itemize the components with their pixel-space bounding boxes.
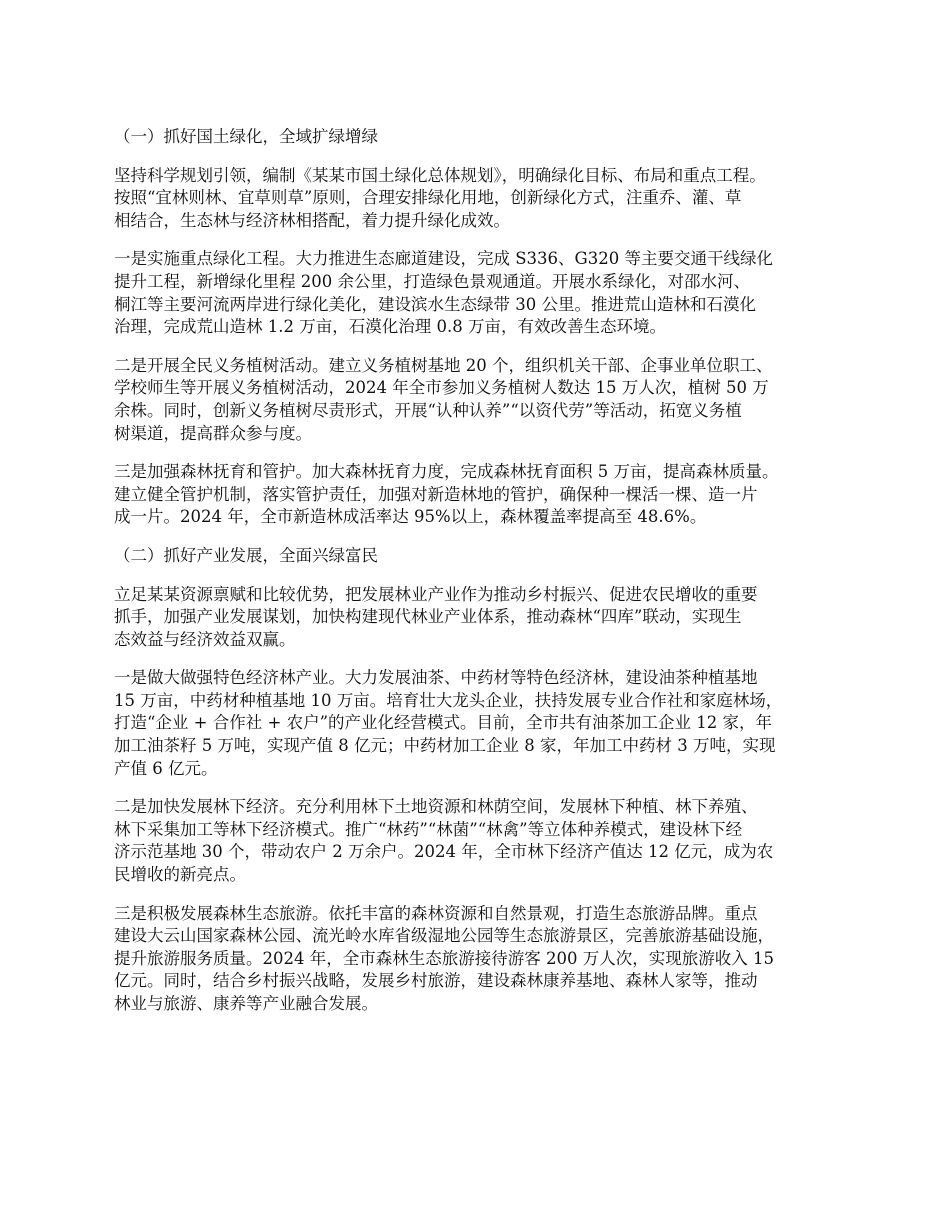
paragraph — [114, 165, 859, 233]
text-line: 二是加快发展林下经济。充分利用林下土地资源和林荫空间，发展林下种植、林下养殖、 — [114, 797, 758, 817]
text-line: 一是实施重点绿化工程。大力推进生态廊道建设，完成 S336、G320 等主要交通干线绿化 — [114, 249, 773, 269]
text-line: 学校师生等开展义务植树活动，2024 年全市参加义务植树人数达 15 万人次，植树 50 万 — [114, 378, 769, 398]
paragraph — [114, 584, 859, 652]
text-line: 建设大云山国家森林公园、流光岭水库省级湿地公园等生态旅游景区，完善旅游基础设施， — [114, 926, 774, 946]
text-line: 治理，完成荒山造林 1.2 万亩，石漠化治理 0.8 万亩，有效改善生态环境。 — [114, 317, 666, 337]
text-line: 提升工程，新增绿化里程 200 余公里，打造绿色景观通道。开展水系绿化，对邵水河、 — [114, 271, 750, 291]
text-line: 15 万亩，中药材种植基地 10 万亩。培育壮大龙头企业，扶持发展专业合作社和家庭林场， — [114, 690, 783, 710]
text-line: 林业与旅游、康养等产业融合发展。 — [114, 994, 378, 1013]
text-line: 抓手，加强产业发展谋划，加快构建现代林业产业体系，推动森林“四库”联动，实现生 — [114, 607, 742, 627]
section-heading-industry: （二）抓好产业发展，全面兴绿富民 — [114, 545, 378, 565]
text-line: 余株。同时，创新义务植树尽责形式，开展“认种认养”“以资代劳”等活动，拓宽义务植 — [114, 400, 742, 420]
text-line: 产值 6 亿元。 — [114, 758, 218, 778]
text-line: 三是加强森林抚育和管护。加大森林抚育力度，完成森林抚育面积 5 万亩，提高森林质量。 — [114, 462, 779, 482]
text-line: 立足某某资源禀赋和比较优势，把发展林业产业作为推动乡村振兴、促进农民增收的重要 — [114, 584, 758, 604]
text-line: 态效益与经济效益双赢。 — [114, 629, 296, 649]
text-line: 二是开展全民义务植树活动。建立义务植树基地 20 个，组织机关干部、企事业单位职工、 — [114, 355, 773, 375]
text-line: 树渠道，提高群众参与度。 — [114, 423, 312, 443]
text-line: 成一片。2024 年，全市新造林成活率达 95%以上，森林覆盖率提高至 48.6%。 — [114, 507, 707, 527]
paragraph — [114, 796, 859, 886]
paragraph — [114, 355, 859, 445]
text-line: 建立健全管护机制，落实管护责任，加强对新造林地的管护，确保种一棵活一棵、造一片 — [114, 484, 758, 504]
text-line: 坚持科学规划引领，编制《某某市国土绿化总体规划》，明确绿化目标、布局和重点工程。 — [114, 165, 766, 185]
text-line: 打造“企业 + 合作社 + 农户”的产业化经营模式。目前，全市共有油茶加工企业 12 家，年 — [114, 713, 772, 733]
section-heading-greening: （一）抓好国土绿化，全域扩绿增绿 — [114, 127, 378, 146]
text-line: 相结合，生态林与经济林相搭配，着力提升绿化成效。 — [114, 210, 510, 230]
paragraph — [114, 903, 859, 1016]
text-line: 提升旅游服务质量。2024 年，全市森林生态旅游接待游客 200 万人次，实现旅游收入 15 — [114, 948, 774, 968]
text-line: 林下采集加工等林下经济模式。推广“林药”“林菌”“林禽”等立体种养模式，建设林下经 — [114, 819, 743, 839]
paragraph — [114, 667, 859, 780]
text-line: 三是积极发展森林生态旅游。依托丰富的森林资源和自然景观，打造生态旅游品牌。重点 — [114, 903, 758, 923]
text-line: 民增收的新亮点。 — [114, 865, 246, 885]
text-line: 按照“宜林则林、宜草则草”原则，合理安排绿化用地，创新绿化方式，注重乔、灌、草 — [114, 188, 742, 208]
text-line: 一是做大做强特色经济林产业。大力发展油茶、中药材等特色经济林，建设油茶种植基地 — [114, 668, 758, 688]
text-line: 桐江等主要河流两岸进行绿化美化，建设滨水生态绿带 30 公里。推进荒山造林和石漠化 — [114, 294, 756, 314]
paragraph — [114, 461, 859, 529]
text-line: 济示范基地 30 个，带动农户 2 万余户。2024 年，全市林下经济产值达 12 亿元，成为农 — [114, 842, 774, 862]
section-body-industry — [114, 584, 859, 1016]
section-body-greening — [114, 165, 859, 529]
text-line: 加工油茶籽 5 万吨，实现产值 8 亿元；中药材加工企业 8 家，年加工中药材 3 万吨，实现 — [114, 736, 776, 756]
paragraph — [114, 248, 859, 338]
text-line: 亿元。同时，结合乡村振兴战略，发展乡村旅游，建设森林康养基地、森林人家等，推动 — [114, 971, 758, 991]
document-page — [114, 126, 859, 1032]
